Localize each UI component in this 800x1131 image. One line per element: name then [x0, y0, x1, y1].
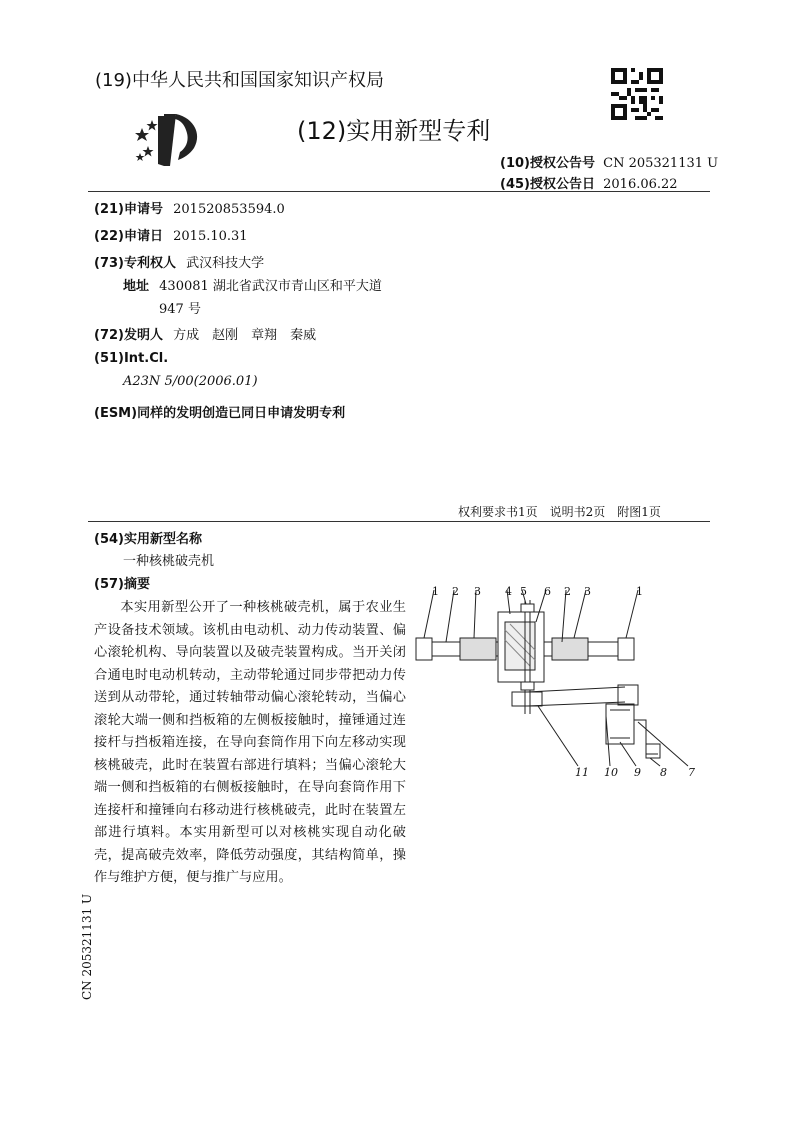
- part-label: 6: [544, 585, 551, 598]
- section-divider: [88, 521, 710, 522]
- part-label: 7: [688, 766, 695, 779]
- patent-holder: (73)专利权人 武汉科技大学: [94, 256, 265, 271]
- utility-model-title: 一种核桃破壳机: [123, 554, 215, 569]
- part-label: 3: [584, 585, 591, 598]
- part-label: 3: [474, 585, 481, 598]
- part-label: 10: [604, 766, 618, 779]
- part-label: 9: [634, 766, 641, 779]
- document-kind: (12)实用新型专利: [297, 117, 491, 145]
- part-label: 2: [452, 585, 459, 598]
- title-label: (54)实用新型名称: [94, 532, 202, 547]
- application-date: (22)申请日 2015.10.31: [94, 229, 248, 244]
- inventors: (72)发明人 方成 赵刚 章翔 秦威: [94, 328, 317, 343]
- ipc-value: A23N 5/00(2006.01): [123, 374, 258, 389]
- pages-note: 权利要求书1页 说明书2页 附图1页: [458, 505, 661, 519]
- application-number: (21)申请号 201520853594.0: [94, 202, 285, 217]
- esm-note: (ESM)同样的发明创造已同日申请发明专利: [94, 406, 346, 421]
- part-label: 1: [636, 585, 643, 598]
- part-label: 2: [564, 585, 571, 598]
- side-publication-number: CN 205321131 U: [80, 893, 94, 1000]
- address-line-2: 947 号: [159, 302, 201, 317]
- abstract-text: 本实用新型公开了一种核桃破壳机，属于农业生产设备技术领域。该机由电动机、动力传动装置、偏心滚轮机构、导向装置以及破壳装置构成。当开关闭合通电时电动机转动，主动带轮通过同步带把动力传送到从动带轮，通过转轴带动偏心滚轮转动，当偏心滚轮大端一侧和挡板箱的左侧板接触时，撞锤通过连接杆与挡板箱连接，在导向套筒作用下向左移动实现核桃破壳，此时在装置右部进行填料；当偏心滚轮大端一侧和挡板箱的右侧板接触时，在导向套筒作用下连接杆和撞锤向右移动进行核桃破壳，此时在装置左部进行填料。本实用新型可以对核桃实现自动化破壳，提高破壳效率，降低劳动强度，其结构简单，操作与维护方便，便与推广与应用。: [94, 600, 406, 885]
- part-label: 8: [660, 766, 667, 779]
- publication-number: (10)授权公告号 CN 205321131 U: [500, 156, 719, 171]
- authority-line: (19)中华人民共和国国家知识产权局: [95, 70, 384, 91]
- header-divider: [88, 191, 710, 192]
- cnipa-logo-icon: [128, 108, 208, 170]
- address: 地址 430081 湖北省武汉市青山区和平大道: [123, 279, 382, 294]
- part-label: 1: [432, 585, 439, 598]
- part-label: 4: [505, 585, 512, 598]
- walnut-cracker-drawing: [410, 582, 710, 787]
- ipc-label: (51)Int.Cl.: [94, 351, 169, 366]
- part-label: 11: [575, 766, 589, 779]
- abstract-label: (57)摘要: [94, 577, 150, 592]
- part-label: 5: [520, 585, 527, 598]
- qr-code-icon: [611, 68, 663, 120]
- publication-date: (45)授权公告日 2016.06.22: [500, 177, 678, 192]
